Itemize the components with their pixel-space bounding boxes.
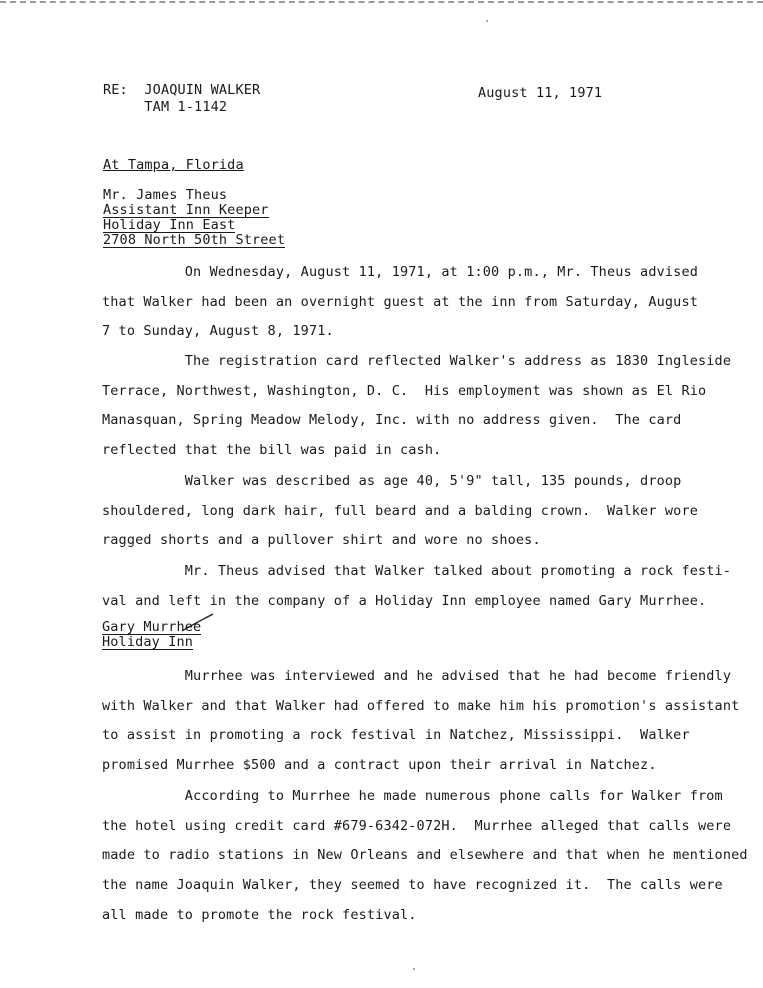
re-block bbox=[103, 82, 260, 116]
paragraph-interview bbox=[102, 662, 740, 781]
paragraph-phone-calls bbox=[102, 782, 748, 930]
re-file-number: TAM 1-1142 bbox=[103, 99, 228, 115]
scan-speck bbox=[413, 968, 415, 970]
paragraph-line: Walker was described as age 40, 5'9" tall, 135 pounds, droop bbox=[102, 473, 682, 489]
paragraph-line: According to Murrhee he made numerous phone calls for Walker from bbox=[102, 788, 723, 804]
paragraph-line: Terrace, Northwest, Washington, D. C. His employment was shown as El Rio bbox=[102, 382, 707, 399]
contact-address: 2708 North 50th Street bbox=[103, 232, 286, 248]
paragraph-line: promised Murrhee $500 and a contract upon their arrival in Natchez. bbox=[102, 757, 657, 774]
paragraph-line: The registration card reflected Walker's address as 1830 Ingleside bbox=[102, 353, 732, 369]
scan-speck bbox=[486, 20, 488, 22]
paragraph-line: reflected that the bill was paid in cash. bbox=[102, 442, 442, 459]
contact-name: Mr. James Theus bbox=[103, 187, 228, 203]
paragraph-line: Murrhee was interviewed and he advised that he had become friendly bbox=[102, 668, 732, 684]
location-heading: At Tampa, Florida bbox=[103, 157, 244, 173]
page-top-edge bbox=[0, 1, 763, 3]
paragraph-departure bbox=[102, 557, 732, 616]
paragraph-line: Mr. Theus advised that Walker talked about promoting a rock festi- bbox=[102, 563, 732, 579]
pen-check-mark bbox=[180, 612, 216, 634]
paragraph-line: to assist in promoting a rock festival in Natchez, Mississippi. Walker bbox=[102, 727, 690, 744]
paragraph-visit bbox=[102, 258, 702, 347]
contact-title: Assistant Inn Keeper bbox=[103, 202, 269, 218]
paragraph-line: 7 to Sunday, August 8, 1971. bbox=[102, 323, 334, 340]
re-subject: RE: JOAQUIN WALKER bbox=[103, 82, 261, 98]
paragraph-line: the hotel using credit card #679-6342-072H. Murrhee alleged that calls were bbox=[102, 817, 732, 834]
contact-place: Holiday Inn East bbox=[103, 217, 236, 233]
paragraph-line: shouldered, long dark hair, full beard and a balding crown. Walker wore bbox=[102, 502, 698, 519]
paragraph-line: Manasquan, Spring Meadow Melody, Inc. with no address given. The card bbox=[102, 412, 682, 429]
paragraph-line: ragged shorts and a pullover shirt and wore no shoes. bbox=[102, 532, 541, 549]
paragraph-line: val and left in the company of a Holiday Inn employee named Gary Murrhee. bbox=[102, 592, 707, 609]
paragraph-line: the name Joaquin Walker, they seemed to have recognized it. The calls were bbox=[102, 877, 723, 894]
document-date: August 11, 1971 bbox=[478, 85, 603, 101]
paragraph-line: that Walker had been an overnight guest at the inn from Saturday, August bbox=[102, 293, 698, 310]
paragraph-line: On Wednesday, August 11, 1971, at 1:00 p.m., Mr. Theus advised bbox=[102, 264, 698, 280]
sub-contact-place: Holiday Inn bbox=[102, 634, 194, 650]
contact-block bbox=[103, 188, 285, 248]
paragraph-line: with Walker and that Walker had offered to make him his promotion's assistant bbox=[102, 697, 740, 714]
paragraph-description bbox=[102, 467, 702, 556]
sub-contact-name: Gary Murrhee bbox=[102, 619, 202, 635]
paragraph-line: made to radio stations in New Orleans and elsewhere and that when he mentioned bbox=[102, 847, 748, 864]
paragraph-registration bbox=[102, 347, 732, 466]
paragraph-line: all made to promote the rock festival. bbox=[102, 906, 417, 923]
